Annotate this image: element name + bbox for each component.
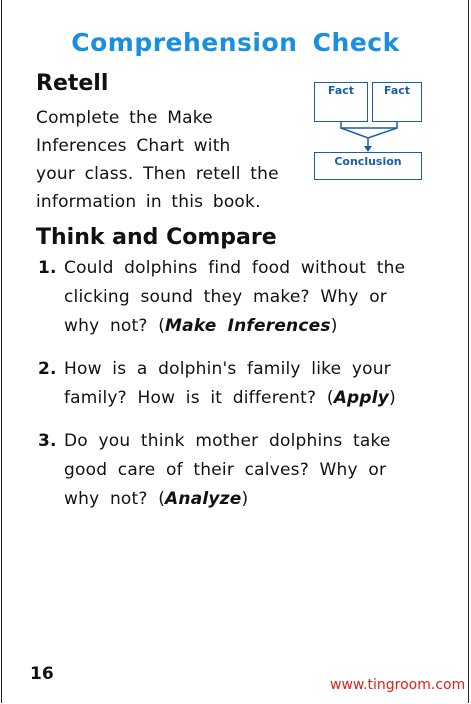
question-line: why not? bbox=[64, 316, 148, 336]
inferences-chart bbox=[312, 80, 424, 184]
think-compare-heading: Think and Compare bbox=[36, 225, 277, 250]
page-title: Comprehension Check bbox=[71, 28, 400, 57]
question-number: 1. bbox=[38, 258, 57, 278]
question-line: How is a dolphin's family like your bbox=[64, 359, 391, 379]
question-line: clicking sound they make? Why or bbox=[64, 287, 387, 307]
question-line: good care of their calves? Why or bbox=[64, 460, 387, 480]
page-number: 16 bbox=[30, 664, 54, 684]
question-number: 2. bbox=[38, 359, 57, 379]
retell-instructions bbox=[36, 104, 296, 216]
retell-line: your class. Then retell the bbox=[36, 164, 279, 184]
question-line: Do you think mother dolphins take bbox=[64, 431, 391, 451]
question-line: Could dolphins find food without the bbox=[64, 258, 406, 278]
skill-label: Make Inferences bbox=[165, 316, 331, 336]
question-number: 3. bbox=[38, 431, 57, 451]
question-item: 1. Could dolphins find food without the clicking sound they make? Why or why not? (Make Inferences) bbox=[36, 254, 416, 341]
skill-label: Analyze bbox=[165, 489, 242, 509]
retell-line: Complete the Make bbox=[36, 108, 213, 128]
conclusion-box: Conclusion bbox=[314, 152, 422, 180]
fact-box: Fact bbox=[372, 82, 422, 122]
fact-box: Fact bbox=[314, 82, 368, 122]
question-item: 3. Do you think mother dolphins take good care of their calves? Why or why not? (Analyze) bbox=[36, 427, 416, 514]
skill-label: Apply bbox=[333, 388, 390, 408]
retell-line: information in this book. bbox=[36, 192, 261, 212]
retell-heading: Retell bbox=[36, 71, 109, 96]
question-list bbox=[36, 254, 416, 528]
question-item: 2. How is a dolphin's family like your family? How is it different? (Apply) bbox=[36, 355, 416, 413]
watermark-link[interactable]: www.tingroom.com bbox=[330, 677, 466, 693]
question-line: why not? bbox=[64, 489, 148, 509]
retell-line: Inferences Chart with bbox=[36, 136, 231, 156]
question-line: family? How is it different? bbox=[64, 388, 317, 408]
